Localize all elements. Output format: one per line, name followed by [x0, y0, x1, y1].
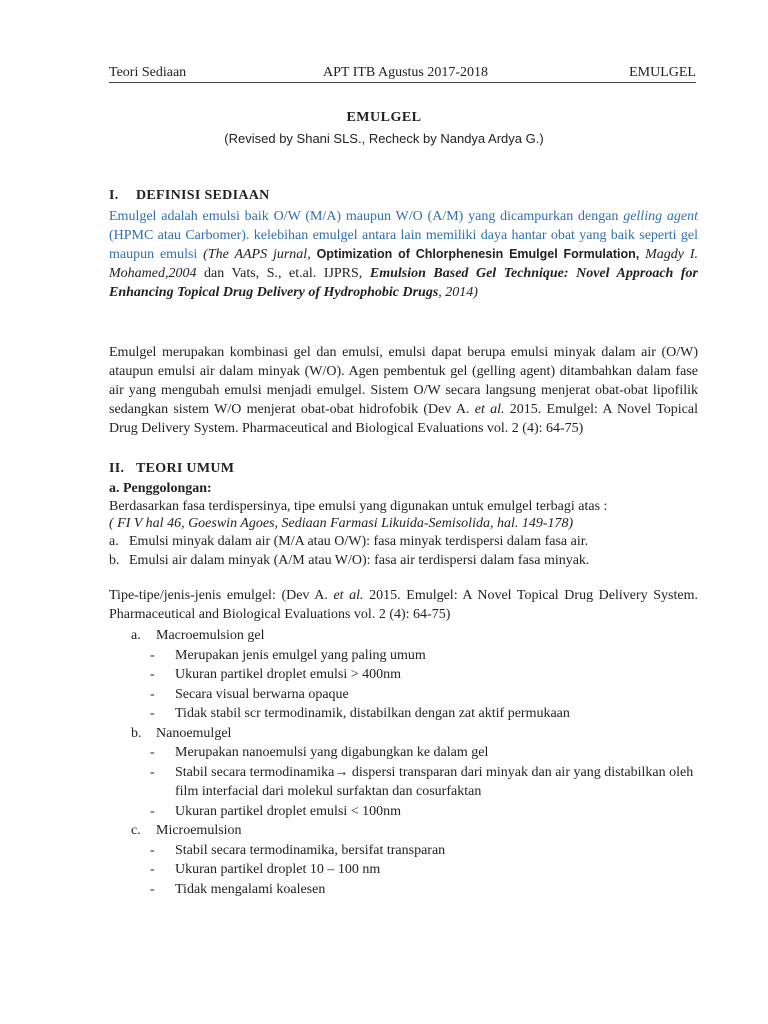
emulgel-text-a: Emulgel merupakan kombinasi gel dan emulsi, emulsi dapat berupa emulsi minyak dalam air (O/W) ataupun emulsi air dalam minyak (W/O). Agen pembentuk gel (gelling agent) ditambahkan dalam fase air yang mengubah emulsi menjadi emulgel. Sistem O/W secara langsung menjerat obat-obat lipofilik sedangkan sistem W/O menjerat obat-obat hidrofobik (Dev A. — [109, 345, 698, 417]
detail-text: Merupakan jenis emulgel yang paling umum — [175, 647, 426, 663]
list-text: Emulsi minyak dalam air (M/A atau O/W): fasa minyak terdispersi dalam fasa air. — [129, 534, 589, 549]
emulgel-text-b: 2015. Emulgel: A Novel Topical Drug Delivery System. Pharmaceutical and Biological Evaluations vol. 2 (4): 64-75) — [109, 402, 698, 436]
list-item — [109, 551, 698, 570]
definition-text-b: (HPMC atau Carbomer). kelebihan emulgel antara lain memiliki daya hantar obat yang baik seperti gel maupun emulsi — [109, 228, 698, 262]
header-left: Teori Sediaan — [109, 65, 187, 80]
emulgel-paragraph — [109, 343, 698, 438]
section-2-title: TEORI UMUM — [136, 461, 235, 476]
types-intro-a: Tipe-tipe/jenis-jenis emulgel: (Dev A. — [109, 588, 334, 603]
definition-gelling-agent: gelling agent — [623, 209, 698, 224]
detail-text: Stabil secara termodinamika, bersifat transparan — [175, 842, 446, 858]
type-detail — [109, 665, 698, 685]
ref-author: Magdy I. Mohamed,2004 — [109, 247, 698, 281]
detail-text: Merupakan nanoemulsi yang digabungkan ke dalam gel — [175, 745, 489, 760]
dash-marker: - — [150, 706, 155, 721]
emulgel-etal: et al. — [474, 402, 505, 417]
list-marker: a. — [109, 534, 119, 549]
type-item — [109, 821, 698, 841]
section-2-heading — [109, 459, 698, 478]
detail-text: Secara visual berwarna opaque — [175, 686, 349, 702]
type-detail — [109, 841, 698, 861]
dash-marker: - — [150, 803, 155, 819]
detail-text: Stabil secara termodinamika→ dispersi transparan dari minyak dan air yang distabilkan oleh film interfacial dari molekul surfaktan dan cosurfaktan — [175, 764, 694, 799]
header-center: APT ITB Agustus 2017-2018 — [323, 65, 489, 80]
ref-article-title: Optimization of Chlorphenesin Emulgel Formulation, — [316, 247, 640, 261]
dash-marker: - — [150, 881, 155, 897]
types-intro — [109, 586, 698, 624]
definition-paragraph — [109, 207, 698, 302]
dash-marker: - — [150, 764, 155, 780]
classification-intro: Berdasarkan fasa terdispersinya, tipe emulsi yang digunakan untuk emulgel terbagi atas : — [109, 499, 608, 514]
type-marker: c. — [131, 823, 141, 838]
types-intro-b: 2015. Emulgel: A Novel Topical Drug Delivery System. Pharmaceutical and Biological Evaluations vol. 2 (4): 64-75) — [109, 588, 698, 622]
classification-list — [109, 532, 698, 570]
type-detail — [109, 860, 698, 880]
section-2-number: II. — [109, 461, 125, 476]
type-detail — [109, 880, 698, 900]
type-detail — [109, 743, 698, 763]
section-1-title: DEFINISI SEDIAAN — [136, 188, 270, 203]
ref-gel-title: Emulsion Based Gel Technique: Novel Approach for Enhancing Topical Drug Delivery of Hydrophobic Drugs — [109, 266, 698, 300]
type-label: Nanoemulgel — [156, 725, 232, 741]
list-marker: b. — [109, 553, 120, 568]
dash-marker: - — [150, 842, 155, 858]
dash-marker: - — [150, 647, 155, 663]
ref-end: , 2014) — [438, 285, 478, 300]
header-right: EMULGEL — [629, 65, 696, 80]
doc-title: EMULGEL — [346, 110, 422, 125]
type-item — [109, 626, 698, 646]
subheading-penggolongan: a. Penggolongan: — [109, 481, 212, 496]
detail-text: Ukuran partikel droplet emulsi < 100nm — [175, 803, 402, 819]
type-detail — [109, 646, 698, 666]
type-label: Microemulsion — [156, 823, 242, 838]
detail-text: Ukuran partikel droplet 10 – 100 nm — [175, 862, 381, 877]
dash-marker: - — [150, 667, 155, 682]
detail-text: Tidak stabil scr termodinamik, distabilkan dengan zat aktif permukaan — [175, 706, 570, 721]
detail-text: Ukuran partikel droplet emulsi > 400nm — [175, 667, 402, 682]
doc-subtitle: (Revised by Shani SLS., Recheck by Nandya Ardya G.) — [224, 131, 544, 146]
list-text: Emulsi air dalam minyak (A/M atau W/O): fasa air terdispersi dalam fasa minyak. — [129, 553, 590, 568]
ref-journal: (The AAPS jurnal, — [203, 247, 317, 262]
section-1-heading — [109, 186, 698, 205]
dash-marker: - — [150, 745, 155, 760]
classification-reference: ( FI V hal 46, Goeswin Agoes, Sediaan Farmasi Likuida-Semisolida, hal. 149-178) — [109, 516, 574, 531]
type-detail — [109, 763, 698, 802]
page-header — [109, 64, 696, 83]
type-marker: a. — [131, 628, 141, 643]
type-item — [109, 724, 698, 744]
dash-marker: - — [150, 862, 155, 877]
type-label: Macroemulsion gel — [156, 628, 265, 643]
dash-marker: - — [150, 686, 155, 702]
detail-text: Tidak mengalami koalesen — [175, 881, 326, 897]
types-list — [109, 626, 698, 899]
types-etal: et al. — [333, 588, 364, 603]
list-item — [109, 532, 698, 551]
definition-text-a: Emulgel adalah emulsi baik O/W (M/A) maupun W/O (A/M) yang dicampurkan dengan — [109, 209, 624, 224]
ref-mid: dan Vats, S., et.al. IJPRS, — [196, 266, 370, 281]
type-marker: b. — [131, 725, 142, 741]
type-detail — [109, 802, 698, 822]
type-detail — [109, 704, 698, 724]
section-1-number: I. — [109, 188, 119, 203]
type-detail — [109, 685, 698, 705]
